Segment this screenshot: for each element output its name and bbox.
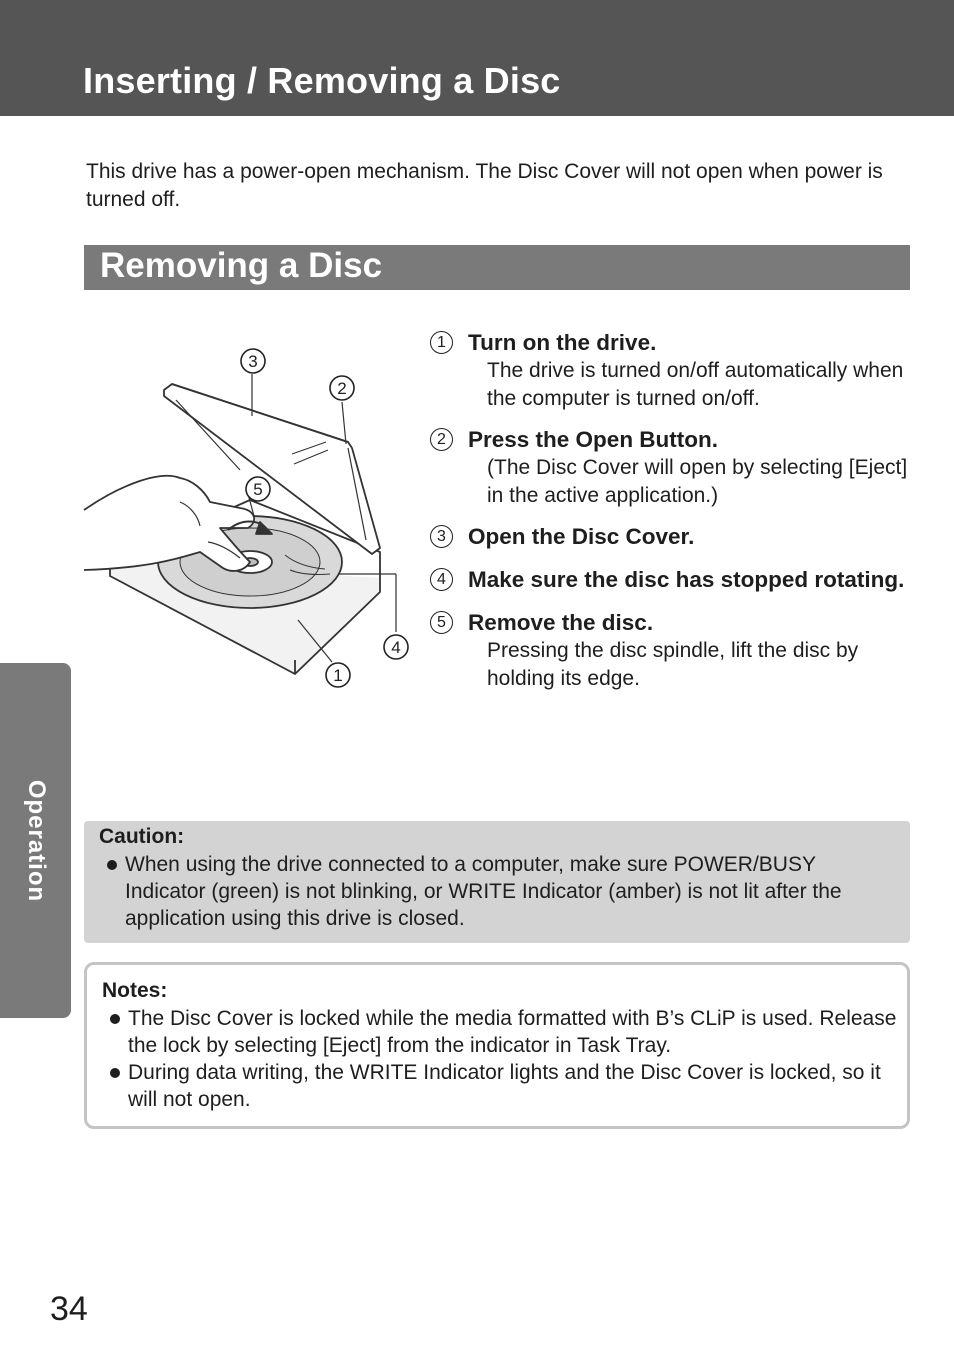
callout-5 — [246, 477, 270, 501]
step-3 — [428, 522, 918, 551]
callout-3-label: 3 — [248, 352, 258, 371]
step-5-desc: Pressing the disc spindle, lift the disc by holding its edge. — [487, 639, 859, 690]
callout-2 — [330, 376, 354, 400]
step-2-desc: (The Disc Cover will open by selecting [Eject] in the active application.) — [487, 456, 908, 507]
step-1-title: Turn on the drive. — [468, 330, 657, 355]
callout-4 — [384, 635, 408, 659]
callout-2-label: 2 — [337, 379, 347, 398]
caution-box — [84, 821, 910, 943]
step-3-number: 3 — [430, 525, 453, 548]
notes-item: The Disc Cover is locked while the media formatted with B’s CLiP is used. Release the lock by selecting [Eject] from the indicator in Task Tray. — [102, 1005, 902, 1059]
callout-1 — [326, 663, 350, 687]
page-number: 34 — [50, 1290, 88, 1328]
step-2-title: Press the Open Button. — [468, 427, 719, 452]
intro-paragraph: This drive has a power-open mechanism. The Disc Cover will not open when power is turned off. — [86, 160, 883, 211]
callout-5-label: 5 — [253, 480, 263, 499]
notes-box — [84, 962, 910, 1129]
section-header — [84, 245, 910, 290]
page-title: Inserting / Removing a Disc — [83, 60, 561, 101]
step-3-title: Open the Disc Cover. — [468, 524, 695, 549]
step-4-number: 4 — [430, 568, 453, 591]
notes-item: During data writing, the WRITE Indicator lights and the Disc Cover is locked, so it will not open. — [102, 1059, 902, 1113]
step-5 — [428, 608, 918, 693]
callout-3 — [241, 349, 265, 373]
chapter-side-tab-label: Operation — [22, 779, 50, 902]
callout-4-label: 4 — [391, 638, 401, 657]
caution-title: Caution: — [99, 825, 185, 848]
step-1 — [428, 328, 918, 413]
step-2 — [428, 425, 918, 510]
step-1-desc: The drive is turned on/off automatically when the computer is turned on/off. — [487, 359, 904, 410]
step-4 — [428, 565, 918, 594]
step-2-number: 2 — [430, 428, 453, 451]
step-4-title: Make sure the disc has stopped rotating. — [468, 567, 905, 592]
disc-removal-illustration — [80, 330, 425, 700]
notes-list — [102, 1005, 902, 1113]
chapter-side-tab — [0, 663, 71, 1018]
step-5-number: 5 — [430, 611, 453, 634]
section-title: Removing a Disc — [100, 246, 383, 285]
caution-list — [99, 851, 899, 932]
steps-list — [428, 328, 918, 693]
caution-item: When using the drive connected to a computer, make sure POWER/BUSY Indicator (green) is not blinking, or WRITE Indicator (amber) is not lit after the application using this drive is closed. — [99, 851, 899, 932]
step-5-title: Remove the disc. — [468, 610, 654, 635]
notes-title: Notes: — [102, 979, 168, 1002]
page-header — [0, 0, 954, 116]
callout-1-label: 1 — [333, 666, 343, 685]
step-1-number: 1 — [430, 331, 453, 354]
